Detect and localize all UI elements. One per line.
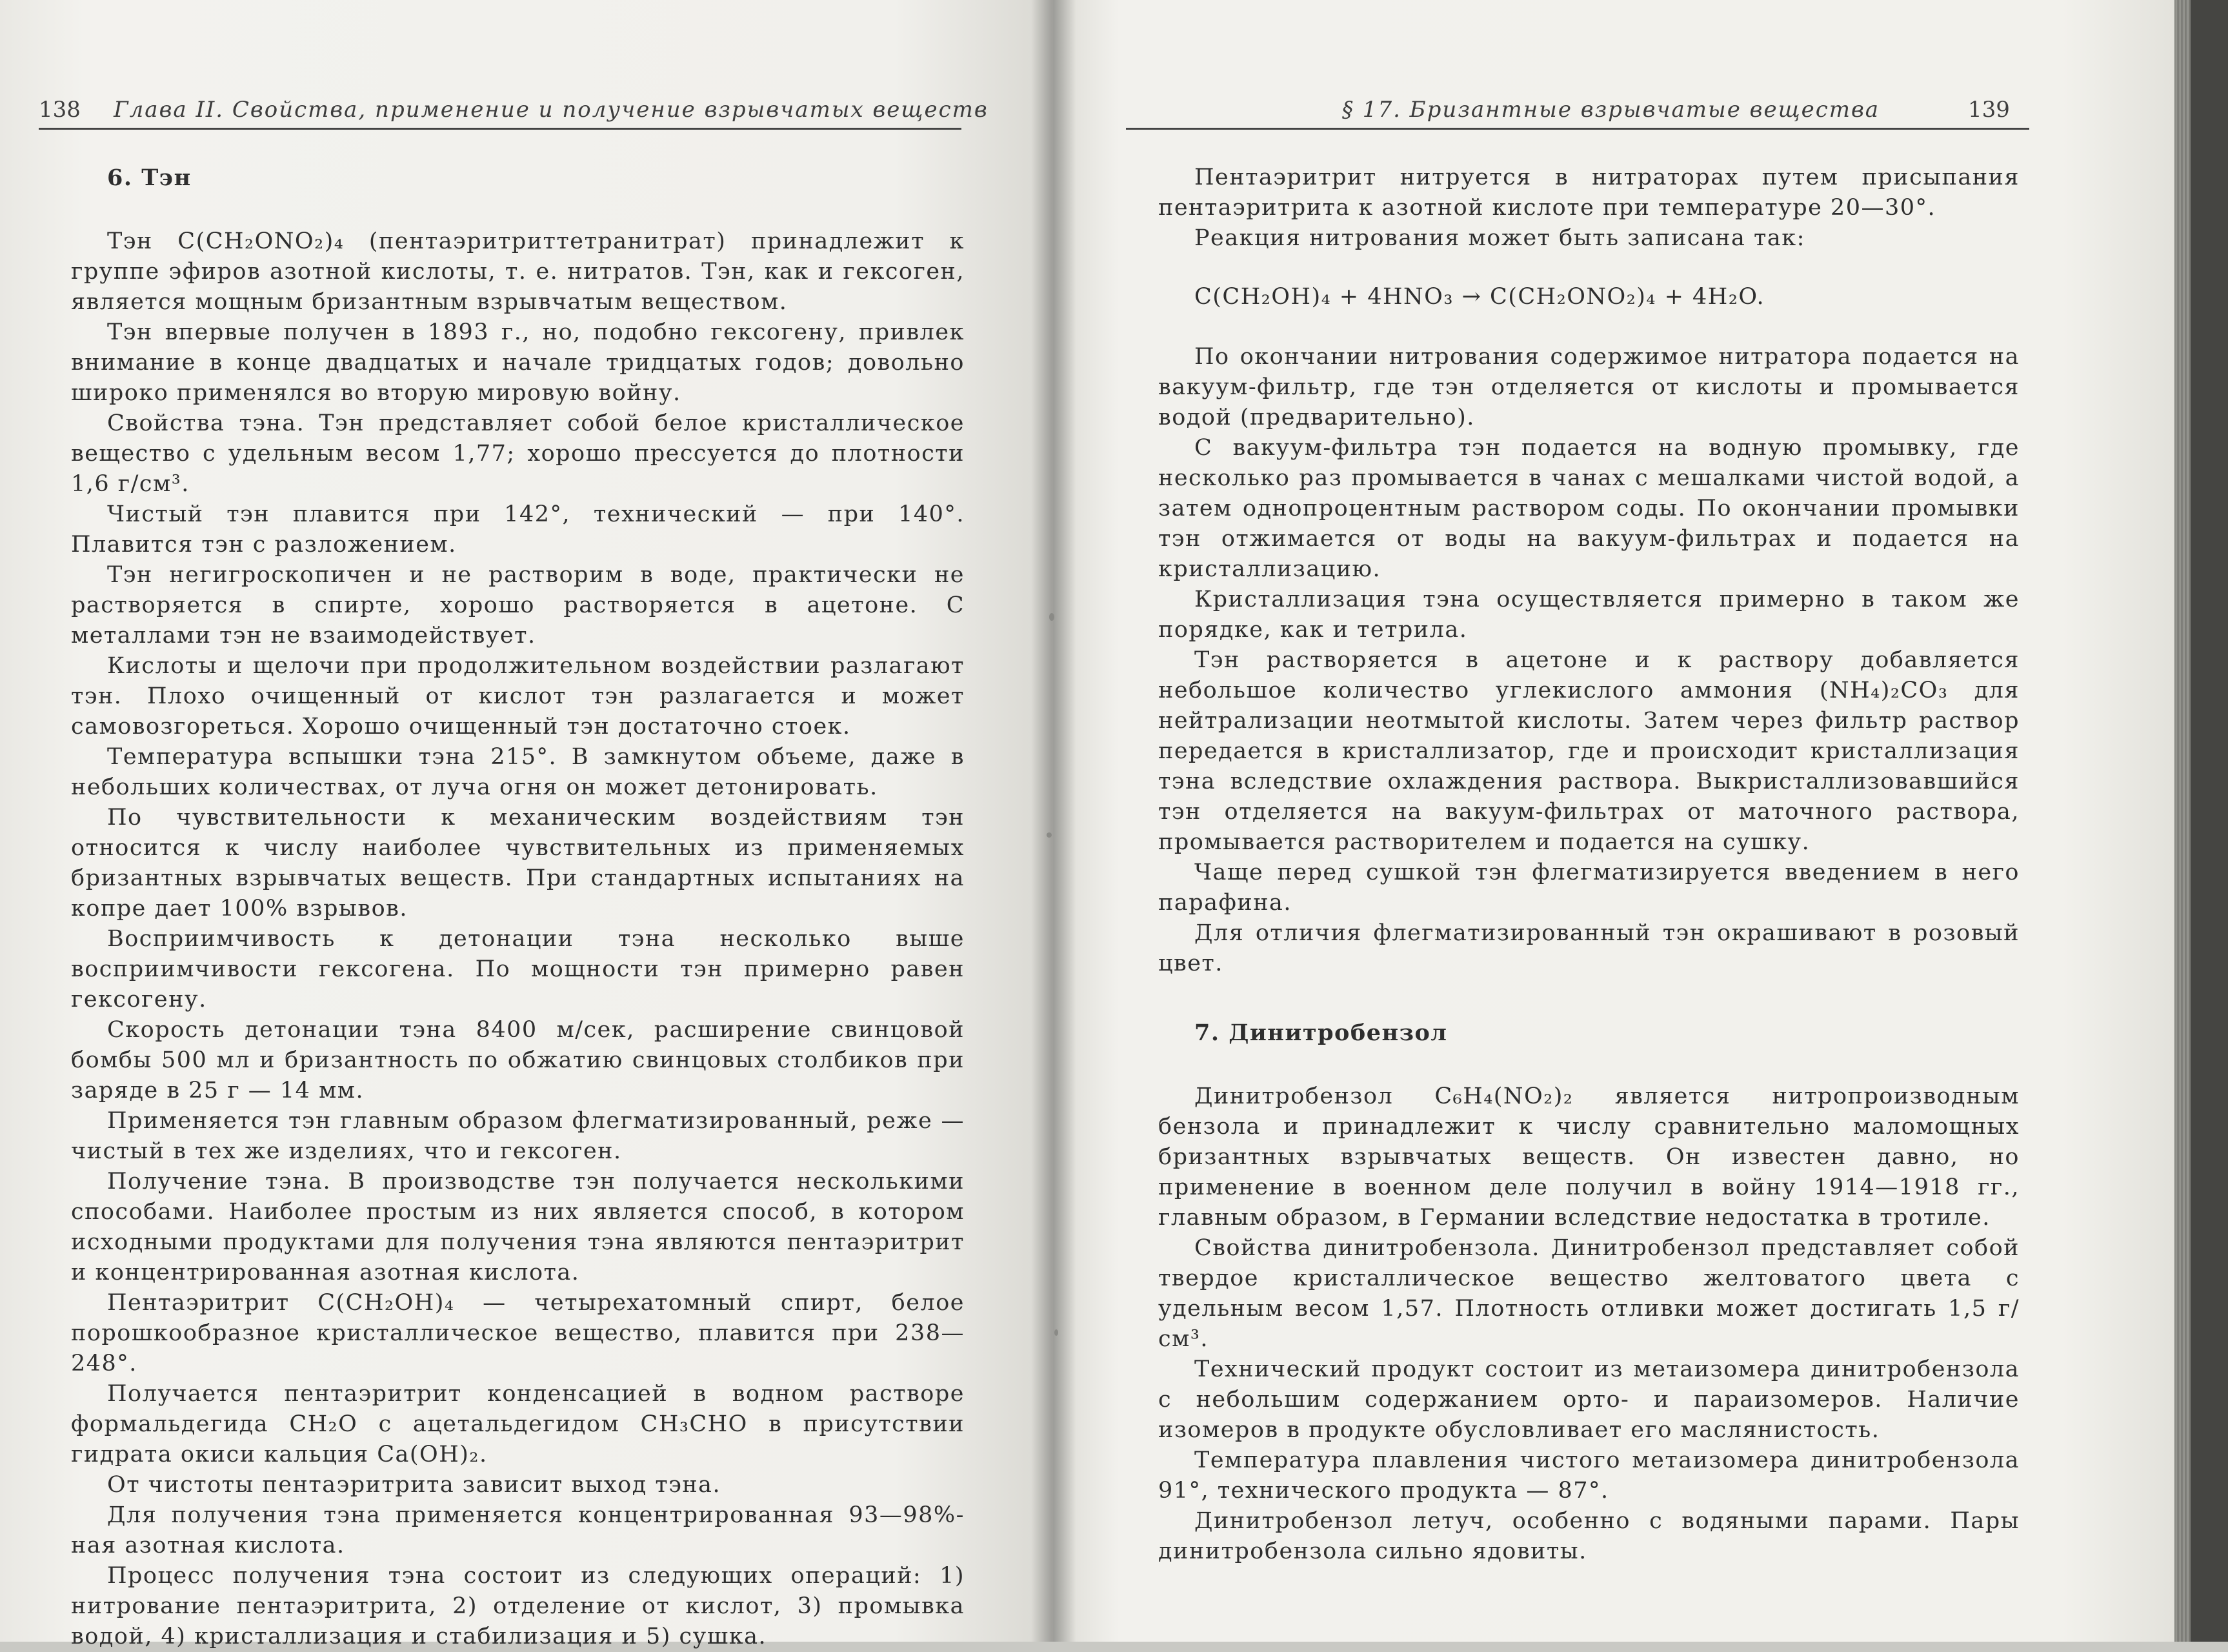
- right-page-number: 139: [1968, 97, 2010, 123]
- paragraph: Тэн негигроскопичен и не растворим в воде, практически не растворяется в спирте, хорошо растворяется в ацетоне. С металлами тэн не взаимодействует.: [71, 562, 965, 649]
- section-title-dinitrobenzene: 7. Динитробензол: [1194, 1020, 1448, 1046]
- left-page-number: 138: [39, 97, 81, 123]
- paragraph: Чаще перед сушкой тэн флегматизируется введением в него парафина.: [1158, 860, 2020, 916]
- paragraph: Кислоты и щелочи при продолжительном воздействии разлагают тэн. Плохо очищенный от кислот тэн разлагается и может самовозгореться. Хорошо очищенный тэн достаточно стоек.: [71, 653, 965, 740]
- paragraph: Технический продукт состоит из метаизомера динитробензола с небольшим содержанием орто- и параизомеров. Наличие изомеров в продукте обусловливает его маслянистость.: [1158, 1356, 2020, 1443]
- right-running-head: [1342, 97, 1884, 123]
- paragraph: Чистый тэн плавится при 142°, технический — при 140°. Плавится тэн с разложением.: [71, 501, 965, 558]
- paragraph: Получение тэна. В производстве тэн получается несколькими способами. Наиболее простым из них является способ, в котором исходными продуктами для получения тэна являются пентаэритрит и концентрированная азотная кислота.: [71, 1169, 965, 1285]
- paragraph: Свойства динитробензола. Динитробензол представляет собой твердое кристаллическое вещество желтоватого цвета с удельным весом 1,57. Плотность отливки может достигать 1,5 г/см³.: [1158, 1235, 2020, 1352]
- book-gutter: [1031, 0, 1076, 1642]
- left-header-rule: [39, 128, 961, 130]
- paragraph: Пентаэритрит нитруется в нитраторах путем присыпания пентаэритрита к азотной кислоте при температуре 20—30°.: [1158, 165, 2020, 221]
- scan-speck: [1047, 832, 1052, 838]
- paragraph: Получается пентаэритрит конденсацией в водном растворе формальдегида CH₂O с ацетальдегидом CH₃CHO в присутствии гидрата окиси кальция Ca(OH)₂.: [71, 1381, 965, 1467]
- left-running-head-text: Глава II. Свойства, применение и получение взрывчатых веществ: [114, 97, 989, 123]
- paragraph: Тэн растворяется в ацетоне и к раствору добавляется небольшое количество углекислого аммония (NH₄)₂CO₃ для нейтрализации неотмытой кислоты. Затем через фильтр раствор передается в кристаллизатор, где и происходит кристаллизация тэна вследствие охлаждения раствора. Выкристаллизовавшийся тэн отделяется на вакуум-фильтрах от маточного раствора, промывается растворителем и подается на сушку.: [1158, 647, 2020, 855]
- paragraph: Температура плавления чистого метаизомера динитробензола 91°, технического продукта — 87°.: [1158, 1447, 2020, 1504]
- paragraph: Применяется тэн главным образом флегматизированный, реже — чистый в тех же изделиях, что и гексоген.: [71, 1108, 965, 1164]
- paragraph: Тэн C(CH₂ONO₂)₄ (пентаэритриттетранитрат) принадлежит к группе эфиров азотной кислоты, т. е. нитратов. Тэн, как и гексоген, является мощным бризантным взрывчатым веществом.: [71, 228, 965, 315]
- section-title-ten: 6. Тэн: [107, 165, 192, 191]
- right-paragraphs-before-formula: [1158, 163, 2020, 254]
- paragraph: От чистоты пентаэритрита зависит выход тэна.: [107, 1472, 721, 1498]
- paragraph: Скорость детонации тэна 8400 м/сек, расширение свинцовой бомбы 500 мл и бризантность по обжатию свинцовых столбиков при заряде в 25 г — 14 мм.: [71, 1017, 965, 1103]
- paragraph: С вакуум-фильтра тэн подается на водную промывку, где несколько раз промывается в чанах с мешалками чистой водой, а затем однопроцентным раствором соды. По окончании промывки тэн отжимается от воды на вакуум-фильтрах и подается на кристаллизацию.: [1158, 435, 2020, 582]
- right-paragraphs-after-formula: [1158, 342, 2020, 979]
- paragraph: Динитробензол C₆H₄(NO₂)₂ является нитропроизводным бензола и принадлежит к числу сравнительно маломощных бризантных взрывчатых веществ. Он известен давно, но применение в военном деле получил в войну 1914—1918 гг., главным образом, в Германии вследствие недостатка в тротиле.: [1158, 1083, 2020, 1231]
- scan-speck: [1049, 613, 1054, 621]
- paragraph: По чувствительности к механическим воздействиям тэн относится к числу наиболее чувствительных из применяемых бризантных взрывчатых веществ. При стандартных испытаниях на копре дает 100% взрывов.: [71, 805, 965, 922]
- right-header-rule: [1126, 128, 2029, 130]
- paragraph: Для получения тэна применяется концентрированная 93—98%-ная азотная кислота.: [71, 1502, 965, 1558]
- paragraph: Свойства тэна. Тэн представляет собой белое кристаллическое вещество с удельным весом 1,77; хорошо прессуется до плотности 1,6 г/см³.: [71, 410, 965, 497]
- paragraph: Пентаэритрит C(CH₂OH)₄ — четырехатомный спирт, белое порошкообразное кристаллическое вещество, плавится при 238—248°.: [71, 1290, 965, 1376]
- paragraph: Кристаллизация тэна осуществляется примерно в таком же порядке, как и тетрила.: [1158, 587, 2020, 643]
- paragraph: Тэн впервые получен в 1893 г., но, подобно гексогену, привлек внимание в конце двадцатых и начале тридцатых годов; довольно широко применялся во вторую мировую войну.: [71, 319, 965, 406]
- left-column: [71, 163, 965, 1652]
- paragraph: По окончании нитрования содержимое нитратора подается на вакуум-фильтр, где тэн отделяется от кислоты и промывается водой (предварительно).: [1158, 344, 2020, 430]
- left-running-head: [39, 97, 989, 123]
- paragraph: Температура вспышки тэна 215°. В замкнутом объеме, даже в небольших количествах, от луча огня он может детонировать.: [71, 744, 965, 800]
- book-cover-edge: [2191, 0, 2228, 1642]
- right-column: [1158, 163, 2020, 1567]
- right-running-head-text: § 17. Бризантные взрывчатые вещества: [1342, 97, 1880, 123]
- scan-speck: [1054, 1329, 1058, 1336]
- paragraph: Динитробензол летуч, особенно с водяными парами. Пары динитробензола сильно ядовиты.: [1158, 1508, 2020, 1564]
- right-page-number-wrap: [1968, 97, 2020, 123]
- nitration-formula: C(CH₂OH)₄ + 4HNO₃ → C(CH₂ONO₂)₄ + 4H₂O.: [1194, 284, 1765, 310]
- paragraph: Для отличия флегматизированный тэн окрашивают в розовый цвет.: [1158, 920, 2020, 976]
- paragraph: Процесс получения тэна состоит из следующих операций: 1) нитрование пентаэритрита, 2) отделение от кислот, 3) промывка водой, 4) кристаллизация и стабилизация и 5) сушка.: [71, 1563, 965, 1649]
- paragraph: Реакция нитрования может быть записана так:: [1194, 225, 1805, 251]
- right-paragraphs-dinitrobenzene: [1158, 1082, 2020, 1567]
- left-paragraphs: [71, 227, 965, 1652]
- paragraph: Восприимчивость к детонации тэна несколько выше восприимчивости гексогена. По мощности тэн примерно равен гексогену.: [71, 926, 965, 1012]
